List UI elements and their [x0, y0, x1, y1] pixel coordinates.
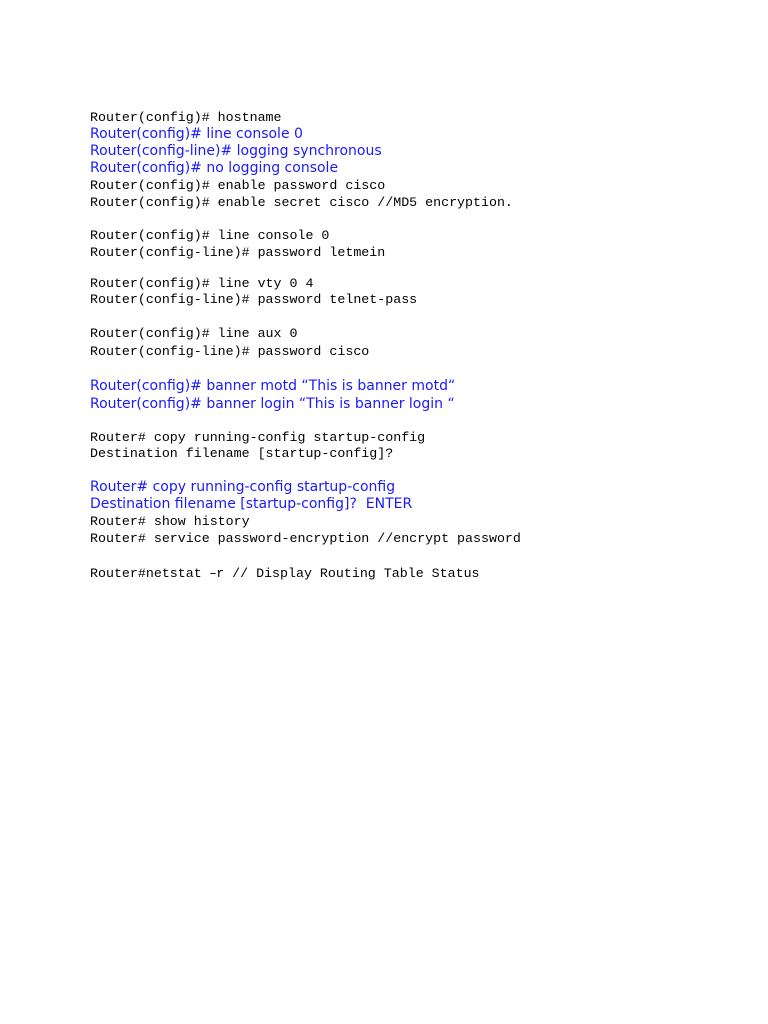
command-password-letmein: Router(config-line)# password letmein [90, 245, 386, 260]
netstat-command-end: r // Display Routing Table Status [216, 566, 480, 581]
destination-filename-enter: Destination filename [startup-config]? ENTER [90, 496, 413, 512]
command-password-cisco: Router(config-line)# password cisco [90, 344, 370, 359]
command-netstat [90, 565, 480, 582]
command-enable-password: Router(config)# enable password cisco [90, 178, 386, 193]
command-password-telnet: Router(config-line)# password telnet-pass [90, 292, 418, 307]
command-enable-secret: Router(config)# enable secret cisco //MD5 encryption. [90, 195, 513, 210]
command-service-password-encryption: Router# service password-encryption //encrypt password [90, 531, 521, 546]
command-copy-running-config-highlighted: Router# copy running-config startup-config [90, 479, 396, 495]
command-banner-motd: Router(config)# banner motd “This is banner motd“ [90, 378, 456, 394]
command-show-history: Router# show history [90, 514, 250, 529]
command-copy-running-config: Router# copy running-config startup-config [90, 430, 426, 445]
netstat-dash: – [209, 566, 217, 581]
command-line-console-highlighted: Router(config)# line console 0 [90, 126, 303, 142]
command-line-vty: Router(config)# line vty 0 4 [90, 276, 314, 291]
command-hostname: Router(config)# hostname [90, 110, 282, 125]
command-no-logging-console: Router(config)# no logging console [90, 160, 339, 176]
netstat-command-start: netstat [145, 566, 210, 581]
command-line-console: Router(config)# line console 0 [90, 228, 330, 243]
destination-filename-prompt: Destination filename [startup-config]? [90, 446, 394, 461]
command-banner-login: Router(config)# banner login “This is banner login “ [90, 396, 455, 412]
netstat-prompt: Router# [90, 566, 146, 581]
command-line-aux: Router(config)# line aux 0 [90, 326, 298, 341]
command-logging-synchronous: Router(config-line)# logging synchronous [90, 143, 382, 159]
